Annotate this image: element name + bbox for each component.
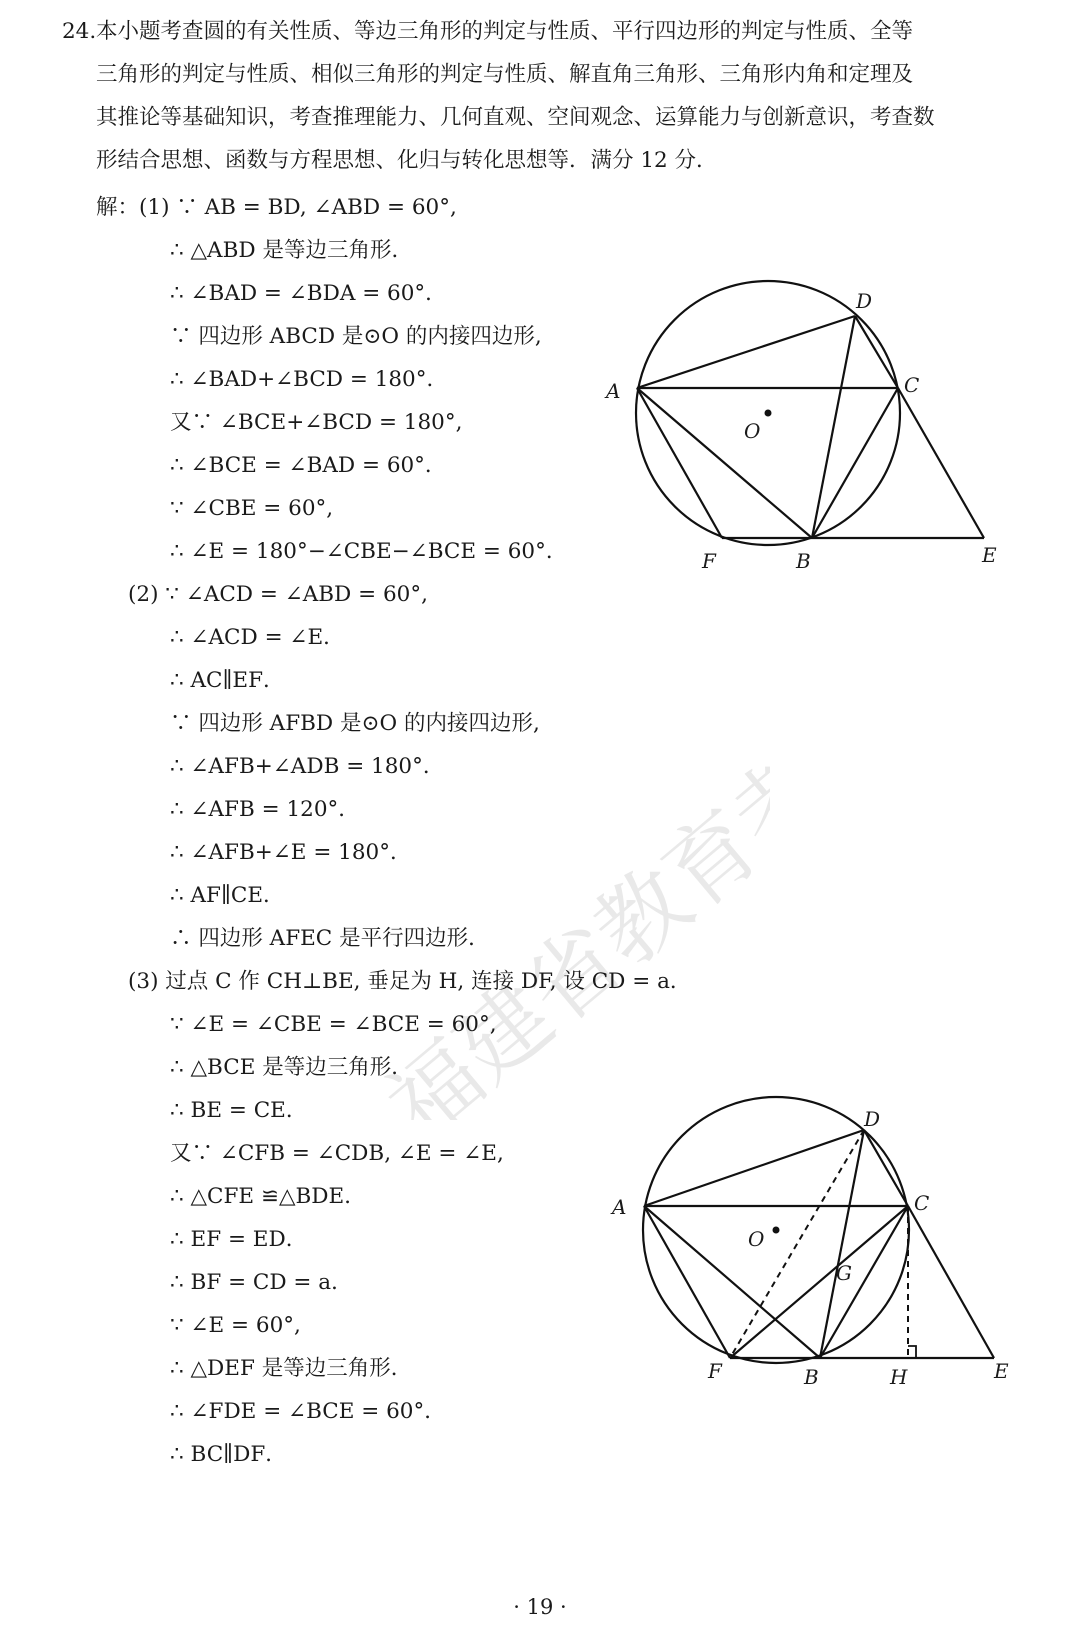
solution-line: ∵ 四边形 ABCD 是⊙O 的内接四边形,: [170, 324, 542, 349]
page-number: · 19 ·: [513, 1595, 567, 1619]
label-e: E: [982, 543, 997, 567]
segment-ce: [898, 388, 984, 538]
question-number: 24.: [62, 19, 97, 44]
segment-cb: [812, 388, 898, 538]
solution-line: ∴ △ABD 是等边三角形．: [170, 238, 413, 263]
segment-ab: [637, 388, 812, 538]
segment-dc: [864, 1130, 908, 1206]
solution-line: ∴ △CFE ≌△BDE．: [170, 1184, 366, 1209]
solution-line: ∴ AC∥EF．: [170, 668, 285, 693]
label-f: F: [702, 549, 716, 573]
right-angle-mark: [908, 1346, 916, 1358]
solution-line: ∴ ∠AFB = 120°．: [170, 797, 360, 822]
solution-line: ∴ BF = CD = a．: [170, 1270, 353, 1295]
solution-line: ∴ ∠BAD+∠BCD = 180°．: [170, 367, 448, 392]
solution-line: ∴ BC∥DF．: [170, 1442, 287, 1467]
solution-line: ∴ △BCE 是等边三角形．: [170, 1055, 413, 1080]
intro-line-1: 本小题考查圆的有关性质、等边三角形的判定与性质、平行四边形的判定与性质、全等: [96, 19, 914, 44]
label-o: O: [744, 419, 761, 443]
solution-line: ∴ ∠E = 180°−∠CBE−∠BCE = 60°．: [170, 539, 568, 564]
segment-af: [637, 388, 722, 538]
solution-line: ∵ ∠CBE = 60°,: [170, 496, 334, 521]
solution-line: 又∵ ∠BCE+∠BCD = 180°,: [170, 410, 463, 435]
geometry-figure-1: [590, 270, 1030, 590]
label-c: C: [904, 373, 920, 397]
intro-line-3: 其推论等基础知识，考查推理能力、几何直观、空间观念、运算能力与创新意识，考查数: [96, 105, 935, 130]
solution-line: (3) 过点 C 作 CH⊥BE, 垂足为 H, 连接 DF, 设 CD = a．: [128, 969, 692, 994]
solution-line: ∵ ∠E = 60°,: [170, 1313, 301, 1338]
solution-line: ∴ ∠BCE = ∠BAD = 60°．: [170, 453, 447, 478]
label-b: B: [796, 549, 811, 573]
solution-line: ∴ ∠ACD = ∠E．: [170, 625, 345, 650]
label-a: A: [606, 379, 621, 403]
segment-cb: [820, 1206, 908, 1358]
solution-line: ∵ 四边形 AFBD 是⊙O 的内接四边形,: [170, 711, 540, 736]
solution-line: ∴ ∠AFB+∠E = 180°．: [170, 840, 412, 865]
solution-line: ∴ EF = ED．: [170, 1227, 308, 1252]
solution-line: ∴ BE = CE．: [170, 1098, 308, 1123]
segment-af: [644, 1206, 730, 1358]
label-a: A: [612, 1195, 627, 1219]
segment-dc: [855, 316, 898, 388]
figure-2-svg: [596, 1090, 1036, 1400]
segment-ad: [637, 316, 855, 388]
label-o: O: [748, 1227, 765, 1251]
segment-db: [812, 316, 855, 538]
center-point: [765, 410, 772, 417]
geometry-figure-2: [596, 1090, 1036, 1400]
label-h: H: [890, 1365, 908, 1389]
solution-line: (2) ∵ ∠ACD = ∠ABD = 60°,: [128, 582, 428, 607]
intro-line-2: 三角形的判定与性质、相似三角形的判定与性质、解直角三角形、三角形内角和定理及: [96, 62, 914, 87]
label-d: D: [856, 289, 873, 313]
label-b: B: [804, 1365, 819, 1389]
solution-line: ∴ ∠BAD = ∠BDA = 60°．: [170, 281, 447, 306]
segment-ce: [908, 1206, 994, 1358]
solution-line: ∴ ∠FDE = ∠BCE = 60°．: [170, 1399, 446, 1424]
solution-line: ∴ 四边形 AFEC 是平行四边形．: [170, 926, 490, 951]
label-f: F: [708, 1359, 722, 1383]
solution-line: ∴ ∠AFB+∠ADB = 180°．: [170, 754, 445, 779]
watermark-text: 福建省教育考试: [367, 674, 770, 1120]
solution-line: ∵ ∠E = ∠CBE = ∠BCE = 60°,: [170, 1012, 497, 1037]
solution-line: ∴ △DEF 是等边三角形．: [170, 1356, 413, 1381]
intro-line-4: 形结合思想、函数与方程思想、化归与转化思想等．满分 12 分．: [96, 148, 718, 173]
label-d: D: [864, 1107, 881, 1131]
segment-db: [820, 1130, 864, 1358]
solution-line: 解：(1) ∵ AB = BD, ∠ABD = 60°,: [96, 195, 457, 220]
segment-ab: [644, 1206, 820, 1358]
label-c: C: [914, 1191, 930, 1215]
center-point: [773, 1227, 780, 1234]
label-e: E: [994, 1359, 1009, 1383]
label-g: G: [836, 1261, 852, 1285]
solution-line: ∴ AF∥CE．: [170, 883, 285, 908]
solution-line: 又∵ ∠CFB = ∠CDB, ∠E = ∠E,: [170, 1141, 504, 1166]
figure-1-svg: [590, 270, 1030, 590]
